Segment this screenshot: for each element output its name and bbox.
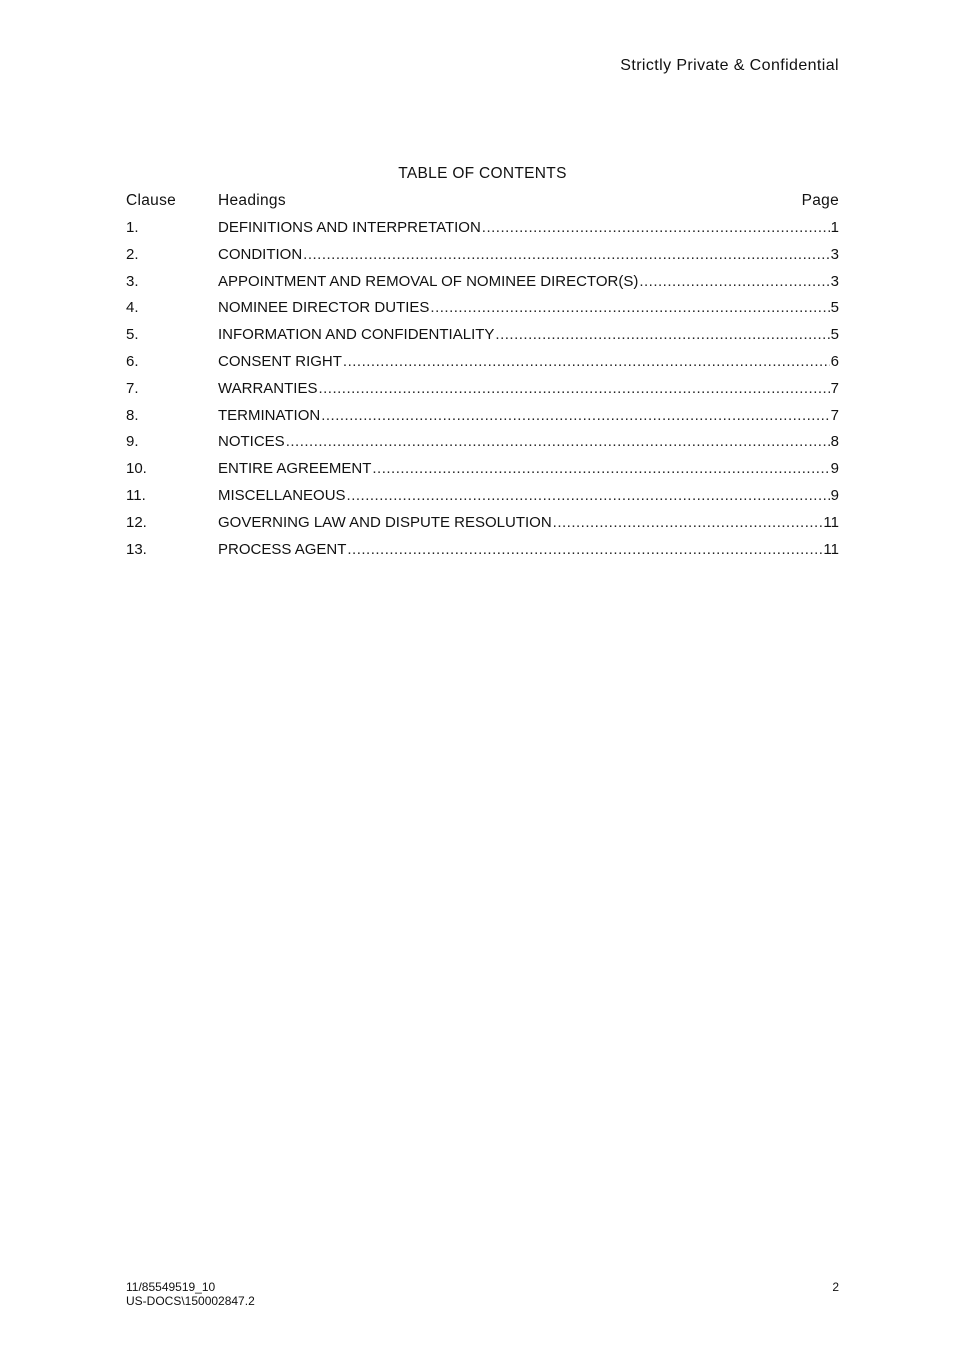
page-column-header: Page (801, 192, 839, 209)
dot-leader (343, 352, 830, 372)
toc-entry[interactable] (126, 272, 839, 299)
toc-clause-number: 2. (126, 245, 139, 263)
toc-heading-link[interactable]: DEFINITIONS AND INTERPRETATION (218, 219, 481, 236)
toc-page-number: 5 (830, 326, 839, 344)
dot-leader (495, 325, 829, 345)
toc-clause-number: 10. (126, 460, 147, 478)
headings-column-header: Headings (218, 192, 286, 209)
toc-heading-link[interactable]: WARRANTIES (218, 379, 318, 397)
toc-clause-number: 3. (126, 272, 139, 290)
toc-heading-link[interactable]: GOVERNING LAW AND DISPUTE RESOLUTION (218, 513, 552, 531)
toc-page-number: 1 (830, 219, 839, 236)
toc-page-number: 11 (823, 540, 839, 558)
dot-leader (639, 272, 829, 292)
toc-list (126, 218, 839, 566)
toc-clause-number: 8. (126, 406, 139, 424)
toc-clause-number: 11. (126, 486, 146, 504)
toc-heading-link[interactable]: INFORMATION AND CONFIDENTIALITY (218, 326, 495, 344)
toc-heading-link[interactable]: CONDITION (218, 245, 303, 263)
toc-page-number: 9 (830, 460, 839, 478)
document-reference (126, 1280, 255, 1308)
toc-clause-number: 6. (126, 352, 139, 370)
toc-clause-number: 9. (126, 433, 139, 451)
toc-page-number: 6 (830, 352, 839, 370)
clause-column-header: Clause (126, 192, 177, 209)
toc-entry[interactable] (126, 406, 839, 433)
dot-leader (553, 513, 823, 533)
toc-page-number: 9 (830, 486, 839, 504)
toc-page-number: 5 (830, 299, 839, 317)
dot-leader (318, 379, 829, 399)
toc-clause-number: 5. (126, 326, 139, 344)
dot-leader (372, 459, 829, 479)
dot-leader (347, 540, 822, 560)
toc-clause-number: 1. (126, 219, 139, 236)
toc-clause-number: 4. (126, 299, 139, 317)
toc-entry[interactable] (126, 298, 839, 325)
doc-ref-line-2: US-DOCS\150002847.2 (126, 1294, 255, 1308)
toc-entry[interactable] (126, 245, 839, 272)
toc-page-number: 8 (830, 433, 839, 451)
dot-leader (482, 218, 830, 238)
toc-column-headers (126, 192, 839, 212)
toc-heading-link[interactable]: TERMINATION (218, 406, 321, 424)
dot-leader (303, 245, 829, 265)
toc-entry[interactable] (126, 218, 839, 245)
toc-entry[interactable] (126, 379, 839, 406)
dot-leader (321, 406, 829, 426)
toc-entry[interactable] (126, 486, 839, 513)
toc-heading-link[interactable]: NOMINEE DIRECTOR DUTIES (218, 299, 430, 317)
toc-heading-link[interactable]: CONSENT RIGHT (218, 352, 342, 370)
toc-entry[interactable] (126, 325, 839, 352)
toc-clause-number: 13. (126, 540, 147, 558)
page-number: 2 (832, 1280, 839, 1294)
toc-heading-link[interactable]: NOTICES (218, 433, 285, 451)
toc-clause-number: 7. (126, 379, 139, 397)
toc-page-number: 7 (830, 406, 839, 424)
toc-heading-link[interactable]: APPOINTMENT AND REMOVAL OF NOMINEE DIRECTOR(S) (218, 272, 639, 290)
doc-ref-line-1: 11/85549519_10 (126, 1280, 216, 1294)
toc-page-number: 11 (823, 513, 839, 531)
dot-leader (347, 486, 830, 506)
toc-entry[interactable] (126, 513, 839, 540)
toc-heading-link[interactable]: ENTIRE AGREEMENT (218, 460, 372, 478)
dot-leader (286, 432, 830, 452)
toc-heading-link[interactable]: PROCESS AGENT (218, 540, 347, 558)
confidentiality-header: Strictly Private & Confidential (620, 57, 839, 74)
toc-page-number: 3 (830, 272, 839, 290)
toc-page-number: 3 (830, 245, 839, 263)
toc-page-number: 7 (830, 379, 839, 397)
toc-entry[interactable] (126, 459, 839, 486)
toc-heading-link[interactable]: MISCELLANEOUS (218, 486, 346, 504)
toc-entry[interactable] (126, 432, 839, 459)
toc-entry[interactable] (126, 540, 839, 567)
toc-clause-number: 12. (126, 513, 147, 531)
dot-leader (430, 298, 829, 318)
toc-title: TABLE OF CONTENTS (398, 165, 567, 182)
toc-entry[interactable] (126, 352, 839, 379)
